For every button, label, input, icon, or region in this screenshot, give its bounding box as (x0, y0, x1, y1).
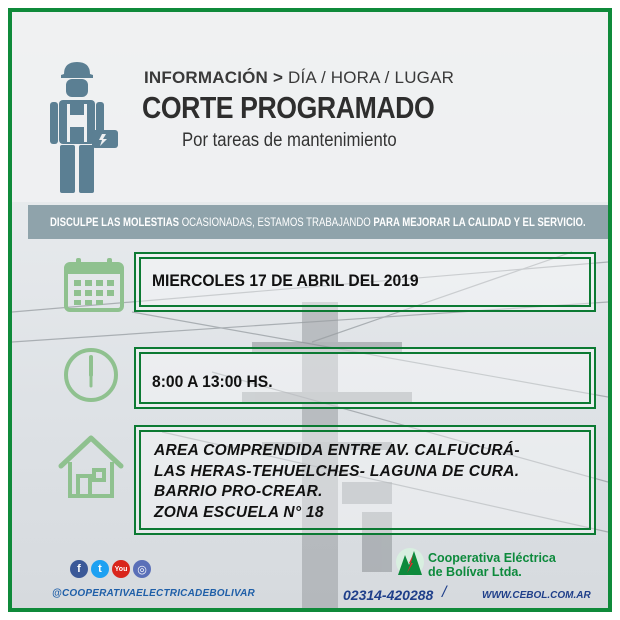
separator: / (442, 584, 447, 601)
facebook-icon[interactable]: f (70, 560, 88, 578)
event-date: MIERCOLES 17 DE ABRIL DEL 2019 (152, 271, 419, 290)
house-icon (56, 432, 126, 502)
twitter-icon[interactable]: t (91, 560, 109, 578)
social-icons (70, 560, 151, 578)
place-box (134, 425, 596, 535)
instagram-icon[interactable]: ◎ (133, 560, 151, 578)
banner-text-regular: OCASIONADAS, ESTAMOS TRABAJANDO (179, 215, 374, 229)
youtube-icon[interactable]: You (112, 560, 130, 578)
website-link[interactable]: WWW.CEBOL.COM.AR (482, 590, 591, 601)
cooperative-logo-icon (395, 545, 425, 579)
time-box (134, 347, 596, 409)
date-box (134, 252, 596, 312)
cooperative-name-line2: de Bolívar Ltda. (428, 565, 522, 579)
cooperative-name-line1: Cooperativa Eléctrica (428, 551, 556, 565)
social-handle[interactable]: @COOPERATIVAELECTRICADEBOLIVAR (52, 588, 255, 599)
info-rest: DÍA / HORA / LUGAR (288, 68, 455, 87)
place-line: BARRIO PRO-CREAR. (154, 483, 323, 500)
electrician-worker-icon (50, 60, 130, 195)
page-title: CORTE PROGRAMADO (142, 90, 435, 125)
place-line: AREA COMPRENDIDA ENTRE AV. CALFUCURÁ- (154, 442, 520, 459)
info-heading (144, 68, 454, 88)
calendar-icon (64, 258, 124, 312)
cooperative-name (428, 551, 556, 579)
banner-text-bold-1: DISCULPE LAS MOLESTIAS (50, 215, 180, 229)
event-time: 8:00 A 13:00 HS. (152, 372, 273, 391)
place-line: ZONA ESCUELA N° 18 (154, 503, 324, 521)
clock-icon (62, 346, 120, 404)
banner-text-bold-2: PARA MEJORAR LA CALIDAD Y EL SERVICIO. (373, 215, 586, 229)
event-place (154, 441, 520, 523)
flyer-frame (8, 8, 612, 612)
info-label: INFORMACIÓN > (144, 68, 284, 87)
place-line: LAS HERAS-TEHUELCHES- LAGUNA DE CURA. (154, 462, 520, 480)
page-subtitle: Por tareas de mantenimiento (182, 130, 397, 151)
apology-banner (28, 205, 608, 239)
phone-number[interactable]: 02314-420288 (343, 587, 434, 603)
